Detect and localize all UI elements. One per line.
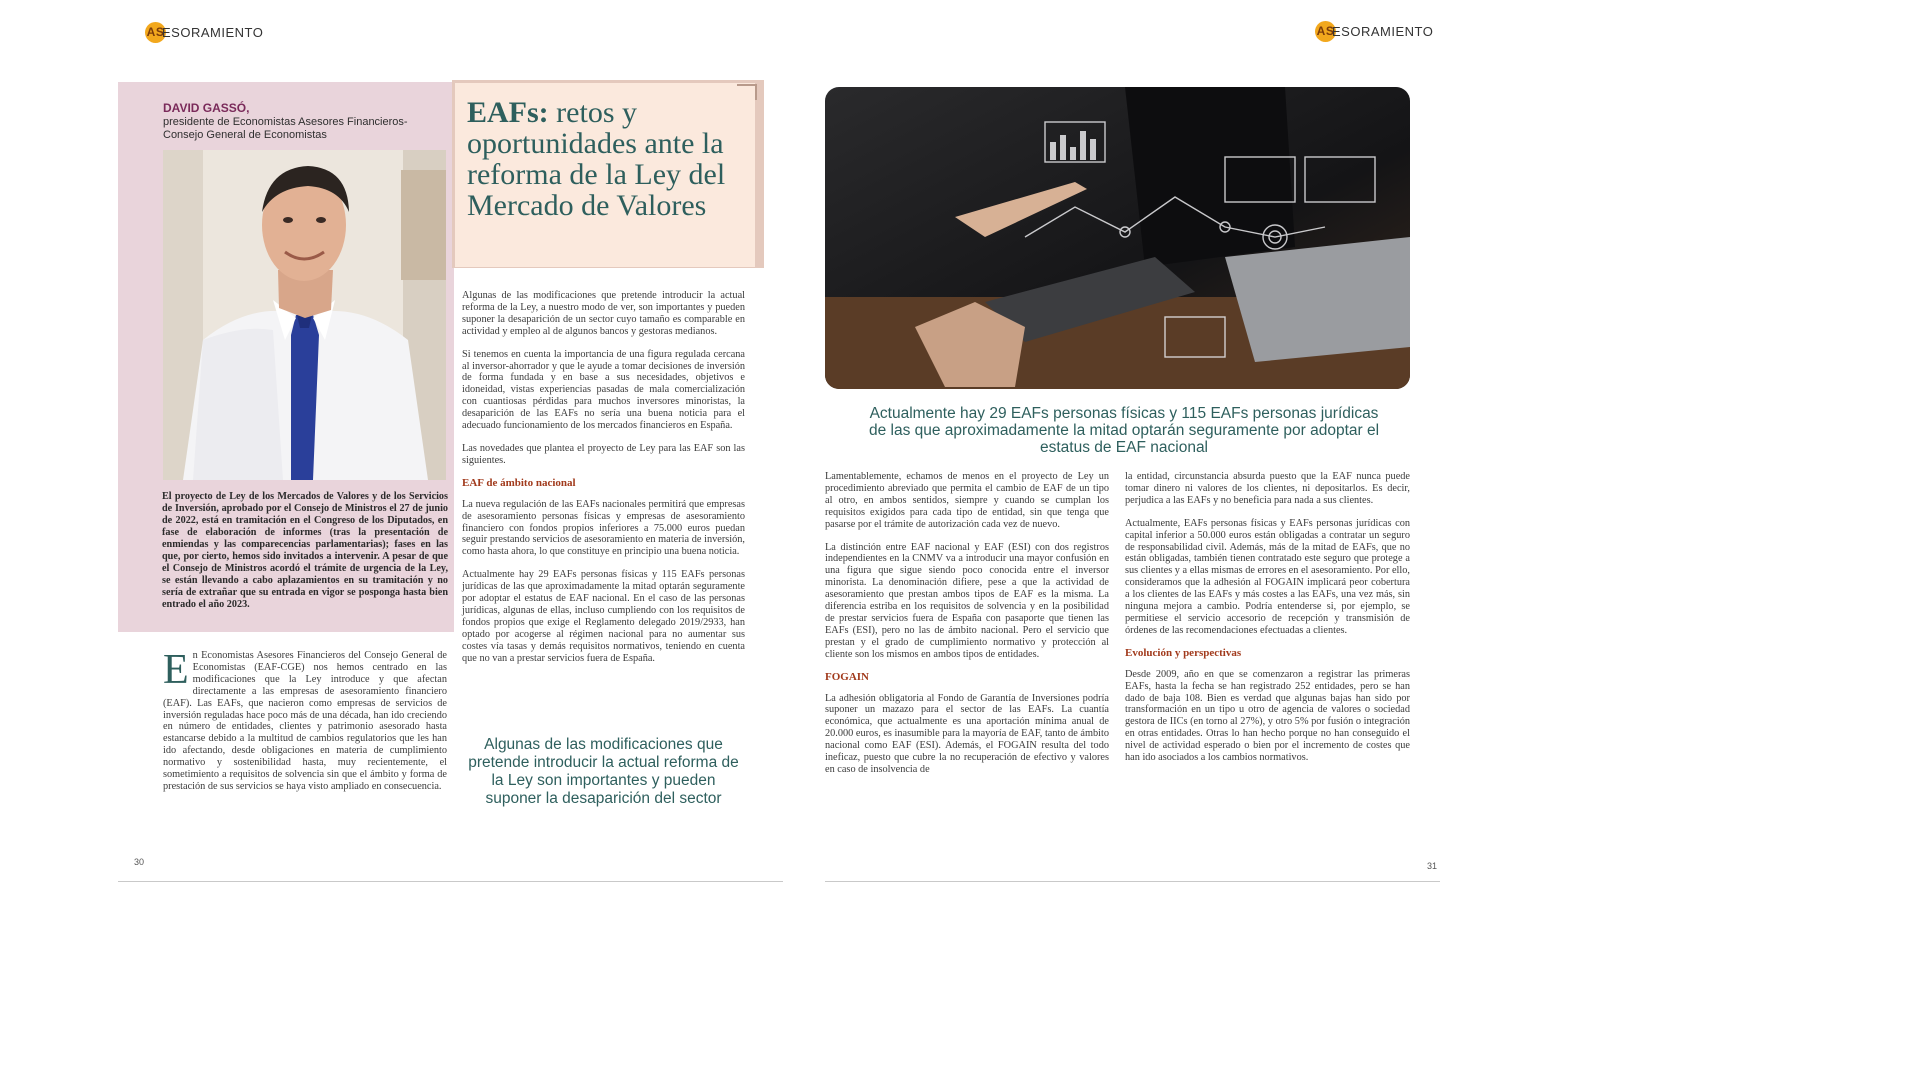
footer-rule-right xyxy=(825,881,1440,882)
page-number-left: 30 xyxy=(134,857,145,867)
col2-paragraph: La nueva regulación de las EAFs nacionales permitirá que empresas de asesoramiento personas físicas y empresas de asesoramiento financiero con fondos propios inferiores a 75.000 euros puedan seguir prestando servicios de asesoramiento en materia de inversión, como hasta ahora, lo que constituye en principio una buena noticia. xyxy=(462,498,745,558)
body-column-2 xyxy=(462,290,745,675)
portrait-illustration xyxy=(163,150,446,480)
body-column-3 xyxy=(825,471,1109,787)
col2-paragraph: Actualmente hay 29 EAFs personas físicas y 115 EAFs personas jurídicas de las que aproximadamente la mitad optarán seguramente por adoptar el estatus de EAF nacional. En el caso de las personas jurídicas, algunas de ellas, incluso cumpliendo con los requisitos de fondos propios que exige el Reglamento delegado 2019/2933, han optado por acogerse al régimen nacional para no aumentar sus costes vía tasas y demás requisitos normativos, teniendo en cuenta que no van a prestar servicios fuera de España. xyxy=(462,569,745,664)
col3-paragraph: Lamentablemente, echamos de menos en el proyecto de Ley un procedimiento abreviado que permita el cambio de EAF de un tipo al otro, en ambos sentidos, siempre y cuando se cumplan los requisitos exigidos para cada tipo de entidad, sin que tenga que pasarse por el trámite de autorización cada vez de nuevo. xyxy=(825,471,1109,530)
col2-paragraph: Si tenemos en cuenta la importancia de una figura regulada cercana al inversor-ahorrador y que le ayude a tomar decisiones de inversión de forma fundada y en base a sus necesidades, objetivos e idoneidad, vistas experiencias pasadas de mala comercialización con cuantiosas pérdidas para muchos inversores minoristas, la desaparición de las EAFs no sería una buena noticia para el adecuado funcionamiento de los mercados financieros en España. xyxy=(462,348,745,432)
author-portrait xyxy=(163,150,446,480)
photo-illustration xyxy=(825,87,1410,389)
subhead-fogain: FOGAIN xyxy=(825,670,869,683)
author-role: presidente de Economistas Asesores Financieros-Consejo General de Economistas xyxy=(163,116,408,141)
author-name: DAVID GASSÓ, xyxy=(163,101,250,115)
article-title-em: EAFs: xyxy=(467,96,549,129)
body-column-1 xyxy=(163,647,447,793)
section-label-left xyxy=(145,22,263,43)
col3-paragraph: La adhesión obligatoria al Fondo de Garantía de Inversiones podría suponer un mazazo para el sector de las EAFs. La cuantía económica, que actualmente es una aportación mínima anual de 20.000 euros, es inasumible para la mayoría de EAF, tanto de ámbito nacional como EAF (ESI). Además, el FOGAIN resulta del todo ineficaz, puesto que cubre la no recuperación de efectivo y valores en caso de insolvencia de xyxy=(825,692,1109,775)
col4-paragraph: la entidad, circunstancia absurda puesto que la EAF nunca puede tomar dinero ni valores de los clientes, ni depositarlos. Es decir, perjudica a las EAFs y no beneficia para nada a sus clientes. xyxy=(1125,471,1410,506)
business-photo xyxy=(825,87,1410,389)
section-badge: AS xyxy=(1315,21,1336,42)
footer-rule-left xyxy=(118,881,783,882)
article-title-rest: retos y oportunidades ante la reforma de la Ley del Mercado de Valores xyxy=(467,96,726,222)
drop-cap: E xyxy=(163,647,189,693)
subhead-evolucion: Evolución y perspectivas xyxy=(1125,646,1242,659)
article-title xyxy=(467,97,752,221)
body-column-4 xyxy=(1125,471,1410,775)
col4-paragraph: Desde 2009, año en que se comenzaron a registrar las primeras EAFs, hasta la fecha se han registrado 252 entidades, pero se han dado de baja 108. Bien es verdad que algunas bajas han sido por transformación en un tipo u otro de agencia de valores o sociedad gestora de IICs (en torno al 27%), y otro 5% por fusión o integración en otras entidades. Otras lo han hecho porque no han conseguido el nivel de actividad esperado o bien por el incremento de costes que han ido asociados a los cambios normativos. xyxy=(1125,668,1410,764)
subhead-eaf-nacional: EAF de ámbito nacional xyxy=(462,476,576,489)
col2-paragraph: Algunas de las modificaciones que pretende introducir la actual reforma de la Ley, a nuestro modo de ver, son importantes y pueden suponer la desaparición de un sector cuyo tamaño es comparable en actividad y empleo al de algunos bancos y gestoras medianos. xyxy=(462,290,745,337)
page-number-right: 31 xyxy=(1427,861,1438,871)
col2-paragraph: Las novedades que plantea el proyecto de Ley para las EAF son las siguientes. xyxy=(462,442,745,466)
col3-paragraph: La distinción entre EAF nacional y EAF (ESI) con dos registros independientes en la CNMV va a introducir una mayor confusión en una figura que sigue siendo poco conocida entre el inversor minorista. La denominación difiere, pese a que la actividad de asesoramiento que prestan ambos tipos de EAF es la misma. La diferencia estriba en los requisitos de solvencia y en la posibilidad de prestar servicios fuera de España con pasaporte que tienen las EAFs (ESI), pero no las de ámbito nacional. Pero el servicio que prestan y el grado de cumplimiento normativo y protección al cliente son los mismos en ambos tipos de entidades. xyxy=(825,541,1109,660)
section-badge: AS xyxy=(145,22,166,43)
col1-text: n Economistas Asesores Financieros del Consejo General de Economistas (EAF-CGE) nos hemos centrado en las modificaciones que la Ley introduce y que afectan directamente a las empresas de asesoramiento financiero (EAF). Las EAFs, que nacieron como empresas de servicios de inversión reguladas hace poco más de una década, han ido creciendo en número de entidades, clientes y patrimonio asesorado hasta estancarse debido a la multitud de cambios regulatorios que les han ido afectando, desde obligaciones en materia de cumplimiento normativo y sostenibilidad hasta, muy recientemente, el sometimiento a requisitos de solvencia sin que el ámbito y forma de prestación de sus servicios se haya visto ampliado en consecuencia. xyxy=(163,650,447,792)
section-label-right xyxy=(1315,21,1433,42)
col4-paragraph: Actualmente, EAFs personas físicas y EAFs personas jurídicas con capital inferior a 50.000 euros están obligadas a contratar un seguro de responsabilidad civil. Además, más de la mitad de EAFs, que no están obligadas, también tienen contratado este seguro que protege a sus clientes y a ellas mismas de errores en el asesoramiento. Por ello, consideramos que la adhesión al FOGAIN implicará peor cobertura a los clientes de las EAFs y más costes a las EAFs, una vez más, sin ninguna mejora a cambio. Podría entenderse si, por ejemplo, se permitiese el servicio accesorio de recepción y transmisión de órdenes de las recomendaciones efectuadas a clientes. xyxy=(1125,517,1410,636)
section-label-text: ESORAMIENTO xyxy=(1332,24,1434,39)
pull-quote-right: Actualmente hay 29 EAFs personas físicas y 115 EAFs personas jurídicas de las que aproximadamente la mitad optarán seguramente por adoptar el estatus de EAF nacional xyxy=(868,405,1380,456)
section-label-text: ESORAMIENTO xyxy=(162,25,264,40)
lead-paragraph: El proyecto de Ley de los Mercados de Valores y de los Servicios de Inversión, aprobado por el Consejo de Ministros el 27 de junio de 2022, está en tramitación en el Congreso de los Diputados, en fase de elaboración de informes (tras la presentación de enmiendas y las comparecencias parlamentarias); fases en las que, por cierto, hemos sido invitados a intervenir. A pesar de que el Consejo de Ministros acordó el trámite de urgencia de la Ley, se están llevando a cabo aplazamientos en su tramitación y no sería de extrañar que su entrada en vigor se posponga hasta bien entrado el año 2023. xyxy=(162,491,448,610)
pull-quote-left: Algunas de las modificaciones que pretende introducir la actual reforma de la Ley son importantes y pueden suponer la desaparición del sector xyxy=(468,736,739,807)
